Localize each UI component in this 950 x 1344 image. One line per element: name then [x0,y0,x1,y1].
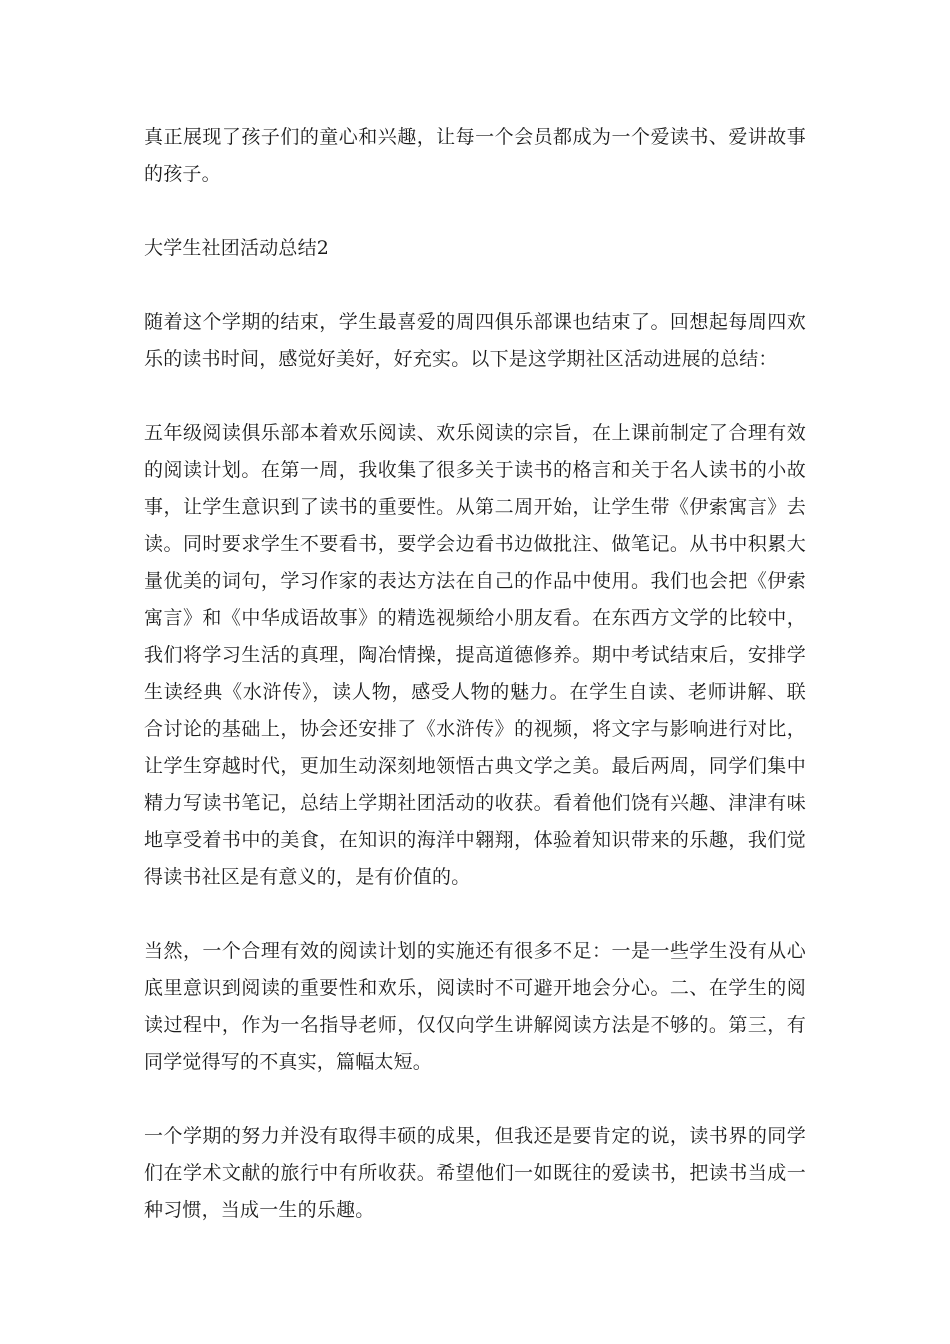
section-heading: 大学生社团活动总结2 [144,237,330,259]
paragraph-shortcomings: 当然，一个合理有效的阅读计划的实施还有很多不足：一是一些学生没有从心底里意识到阅读的重要性和欢乐，阅读时不可避开地会分心。二、在学生的阅读过程中，作为一名指导老师，仅仅向学生讲解阅读方法是不够的。第三，有同学觉得写的不真实，篇幅太短。 [144,940,806,1073]
paragraph-intro: 随着这个学期的结束，学生最喜爱的周四俱乐部课也结束了。回想起每周四欢乐的读书时间，感觉好美好，好充实。以下是这学期社区活动进展的总结： [144,311,806,370]
paragraph-continuation: 真正展现了孩子们的童心和兴趣，让每一个会员都成为一个爱读书、爱讲故事的孩子。 [144,126,806,185]
paragraph-conclusion: 一个学期的努力并没有取得丰硕的成果，但我还是要肯定的说，读书界的同学们在学术文献的旅行中有所收获。希望他们一如既往的爱读书，把读书当成一种习惯，当成一生的乐趣。 [144,1125,806,1221]
paragraph-activities: 五年级阅读俱乐部本着欢乐阅读、欢乐阅读的宗旨，在上课前制定了合理有效的阅读计划。在第一周，我收集了很多关于读书的格言和关于名人读书的小故事，让学生意识到了读书的重要性。从第二周开始，让学生带《伊索寓言》去读。同时要求学生不要看书，要学会边看书边做批注、做笔记。从书中积累大量优美的词句，学习作家的表达方法在自己的作品中使用。我们也会把《伊索寓言》和《中华成语故事》的精选视频给小朋友看。在东西方文学的比较中，我们将学习生活的真理，陶冶情操，提高道德修养。期中考试结束后，安排学生读经典《水浒传》，读人物，感受人物的魅力。在学生自读、老师讲解、联合讨论的基础上，协会还安排了《水浒传》的视频，将文字与影响进行对比，让学生穿越时代，更加生动深刻地领悟古典文学之美。最后两周，同学们集中精力写读书笔记，总结上学期社团活动的收获。看着他们饶有兴趣、津津有味地享受着书中的美食，在知识的海洋中翱翔，体验着知识带来的乐趣，我们觉得读书社区是有意义的，是有价值的。 [144,422,806,888]
document-body [144,119,806,1266]
